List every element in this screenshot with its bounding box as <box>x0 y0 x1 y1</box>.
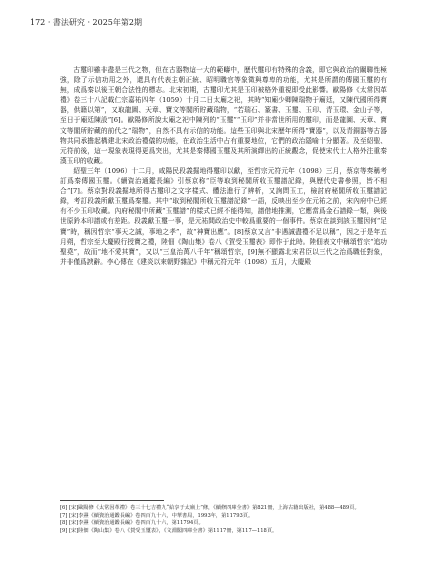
footnote: [6] [宋]歐陽修《太常因革禮》卷三十七吉禮九“給享于太廟上”條，《續修四庫全書》第821冊，上海古籍出版社，第488—489頁。 <box>60 505 360 511</box>
footnote: [8] [宋]李燾《續資治通鑑長編》卷四百九十六，第11794頁。 <box>60 520 204 527</box>
footnote-divider <box>60 500 164 501</box>
footnote: [7] [宋]李燾《續資治通鑑長編》卷四百九十六，中華書局，1993年，第11793頁。 <box>60 512 254 519</box>
footnotes <box>60 505 387 536</box>
footnote: [9] [宋]陸佃《陶山集》卷八《賀受玉璽表》，《文淵閣四庫全書》第1117冊，第117—118頁。 <box>60 528 278 535</box>
paragraph: 古璽印雖非盡是三代之物，但在古器物這一大的範疇中，歷代璽印有特殊的含義，即它與政治的關聯性極強，除了示信功用之外，還具有代表主朝正統、昭明職官等象徵與尊卑的功能，尤其是所謂的傳國玉璽的有無，成爲秦以後王朝合法性的標志。北宋初期，古璽印尤其是玉印被格外重視即受此影響。歐陽修《太常因革禮》卷三十八記載仁宗嘉祐四年（1059）十月二日太廟之祀，其時“知廟少卿陳瑞物于廟廷，又陳代國所得寶器，供籍以第”，又取龍圖、天章、寶文等閣所貯藏瑞物，“若瑞石、篆書、玉璽、玉印、青玉環、金山子等，至日于廟廷陳設”[6]。歐陽修所說太廟之祀中陳列的“玉璽”“玉印”并非當世所用的璽印，而是龍圖、天章、寶文等閣所貯藏的前代之“瑞物”，自然不具有示信的功能。這些玉印與北宋歷年所得“寶器”，以及青銅器等古器物共同承擔起構建北宋政治禮儀的功能，在政治生活中占有重要地位，它們的政治隱喻十分顯著。及至紹聖、元符前後，這一現象表現得更爲突出，尤其是秦傳國玉璽及其所演繹出的正統觀念，促使宋代士人格外注重秦漢玉印的收藏。 <box>60 66 387 165</box>
main-text <box>60 65 387 267</box>
running-head: 172 · 書法研究 · 2025年第2期 <box>30 18 142 27</box>
paragraph: 紹聖三年（1096）十二月，咸陽民段義掘地得璽印以獻，至哲宗元符元年（1098）三月，蔡京等奏稱考訂爲秦傳國玉璽。《續資治通鑑長編》引蔡京称“臣等取到秘閣所收玉璽譜記錄，與歷代史書參照，皆不相合”[7]。蔡京對段義掘地所得古璽印之文字樣式、體法進行了辨析，又詢問玉工，檢討府秘閣所收玉璽譜記錄，考訂段義所獻玉璽爲秦璽。其中“取到秘閣所收玉璽譜記錄”一語，反映出至少在元祐之前，宋內府中已經有不少玉印收藏。內府秘閣中所藏“玉璽譜”的樣式已經不能得知，譜借地推測，它應當爲金石譜錄一類，與後世原鈐本印譜或有差距。段義獻玉璽一事，是元祐間政治史中較爲重要的一個事件。蔡京在談到該玉璽因何“足寶”時，稱因哲宗“事天之誠，事地之孝”，故“神寶出應”。[8]蔡京又言“非遇誠盡禮不足以稱”，因之于是年五月朔，哲宗至大慶殿行授寶之禮，陸佃《陶山集》卷八《賀受玉璽表》即作于此時。陸佃表文中稱頌哲宗“追功聖堯”，故而“地不愛其寶”，又以“三皇治萬八千年”稱頌哲宗，[9]無不顯露北宋君臣以三代之治爲職任對象，并非僅爲諛辭。李心傳在《建炎以來朝野雜記》中稱元符元年（1098）五月，大慶殿 <box>60 166 387 266</box>
